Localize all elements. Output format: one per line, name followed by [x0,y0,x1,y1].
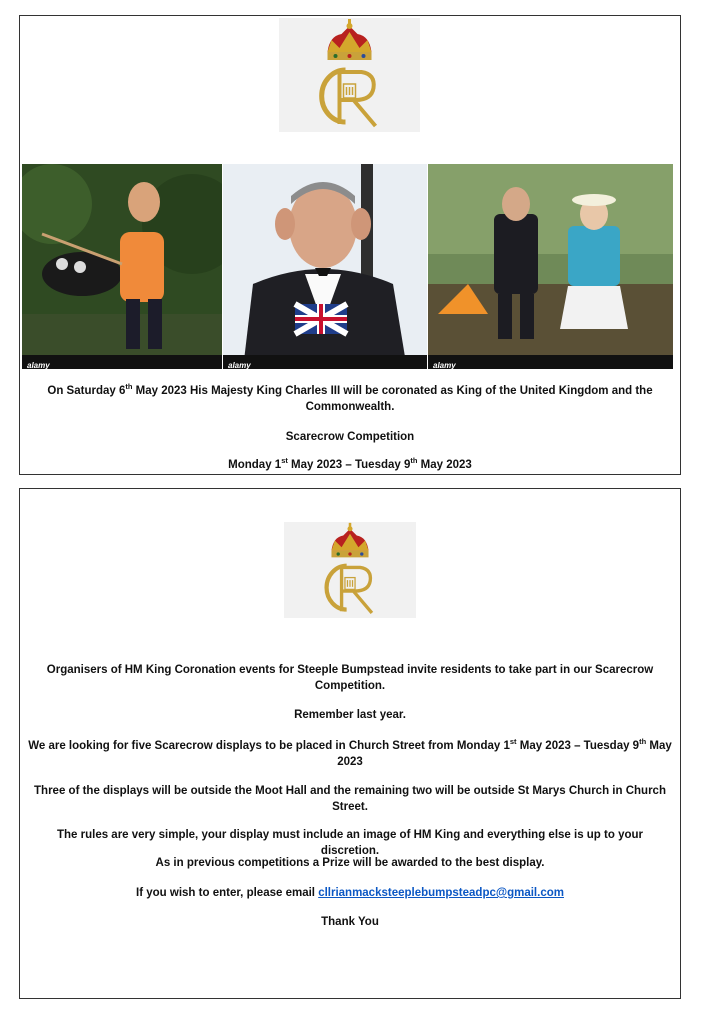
entry-paragraph: If you wish to enter, please email cllrianmacksteeplebumpsteadpc@gmail.com [136,887,564,899]
email-link[interactable]: cllrianmacksteeplebumpsteadpc@gmail.com [318,887,564,899]
locations-paragraph: Three of the displays will be outside the Moot Hall and the remaining two will be outside St Marys Church in Church Street. [34,785,666,813]
crown-cypher-icon [284,522,416,618]
crown-cypher-icon [279,18,420,132]
remember-line: Remember last year. [294,709,406,721]
royal-couple-scarecrow-photo [428,164,673,369]
royal-cypher-logo [279,18,420,132]
polo-scarecrow-photo [22,164,222,369]
competition-title: Scarecrow Competition [285,431,415,443]
king-bust-scarecrow-photo [223,164,427,369]
poster-panel [19,15,681,475]
intro-paragraph: Organisers of HM King Coronation events for Steeple Bumpstead invite residents to take part in our Scarecrow Competition. [46,664,654,692]
displays-paragraph: We are looking for five Scarecrow displays to be placed in Church Street from Monday 1st May 2023 – Tuesday 9th May 2023 [28,737,672,768]
thank-you: Thank You [321,916,379,928]
prize-paragraph: As in previous competitions a Prize will be awarded to the best display. [155,857,545,869]
stock-watermark-bar: alamy [223,355,427,369]
competition-dates: Monday 1st May 2023 – Tuesday 9th May 2023 [228,456,472,471]
stock-watermark-bar: alamy [22,355,222,369]
scarecrow-photo-strip [22,164,673,369]
coronation-announcement: On Saturday 6th May 2023 His Majesty King Charles III will be coronated as King of the United Kingdom and the Commonwealth. [47,382,653,413]
stock-watermark-bar: alamy [428,355,673,369]
royal-cypher-logo [284,522,416,618]
rules-paragraph: The rules are very simple, your display must include an image of HM King and everything else is up to your discretion. [56,829,643,857]
invitation-panel [19,488,681,999]
